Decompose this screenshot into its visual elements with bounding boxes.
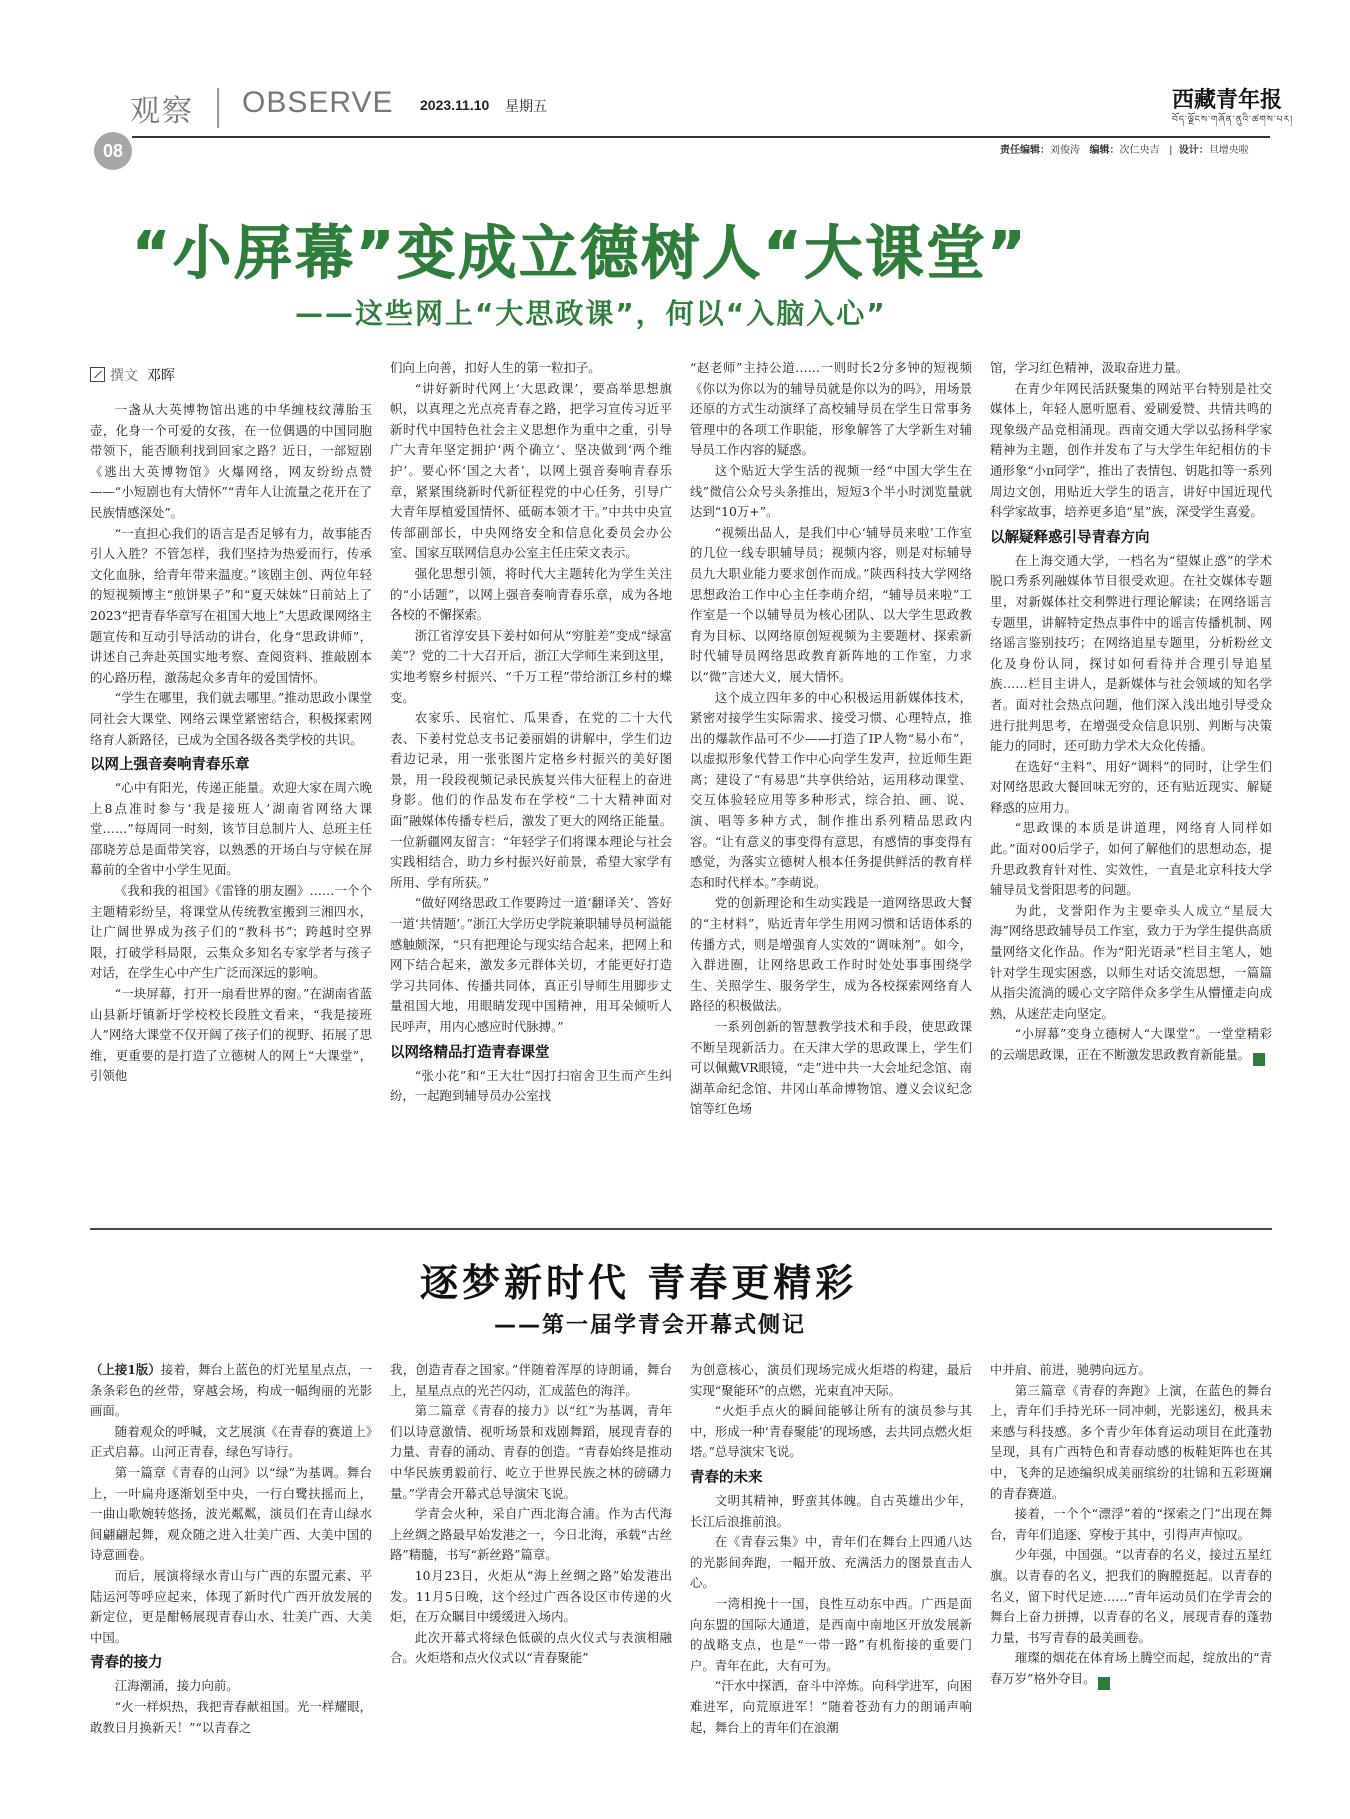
chief-editor-label: 责任编辑： <box>1000 145 1050 156</box>
paragraph: “一块屏幕，打开一扇看世界的窗。”在湖南省蓝山县新圩镇新圩学校校长段胜文看来，“我是接班人”网络大课堂不仅开阔了孩子们的视野、拓展了思维，更重要的是打造了立德树人的网上“大课堂”，引领他 <box>90 986 372 1084</box>
paragraph: 此次开幕式将绿色低碳的点火仪式与表演相融合。火炬塔和点火仪式以“青春聚能” <box>390 1629 672 1666</box>
paragraph: “学生在哪里，我们就去哪里。”推动思政小课堂同社会大课堂、网络云课堂紧密结合，积极探索网络育人新路径，已成为全国各级各类学校的共识。 <box>90 690 372 747</box>
paragraph: 们向上向善，扣好人生的第一粒扣子。 <box>390 360 601 375</box>
editor: 次仁央吉 <box>1119 145 1160 156</box>
section-title-cn: 观察 <box>130 94 194 129</box>
paragraph: 党的创新理论和生动实践是一道网络思政大餐的“主材料”，贴近青年学生用网习惯和话语体系的传播方式，则是增强育人实效的“调味剂”。如今，入群进圈，让网络思政工作时时处处事事围绕学生、关照学生、服务学生，成为各校探索网络育人路径的积极做法。 <box>690 895 972 1014</box>
paragraph: 我，创造青春之国家。”伴随着浑厚的诗朗诵，舞台上，星星点点的光芒闪动，汇成蓝色的海洋。 <box>390 1362 672 1398</box>
paragraph: 接着，一个个“漂浮”着的“探索之门”出现在舞台，青年们追逐、穿梭于其中，引得声声惊叹。 <box>990 1506 1272 1542</box>
paragraph: “赵老师”主持公道……一则时长2分多钟的短视频《你以为你以为的辅导员就是你以为的吗》，用场景还原的方式生动演绎了高校辅导员在学生日常事务管理中的各项工作职能，形象解答了大学新生对辅导员工作内容的疑惑。 <box>690 360 972 458</box>
article2-column-2 <box>390 1360 672 1800</box>
paragraph: 中并肩、前进，驰骋向远方。 <box>990 1362 1152 1377</box>
paragraph: “做好网络思政工作要跨过一道‘翻译关’、答好一道‘共情题’。”浙江大学历史学院兼职辅导员柯溢能感触颇深，“只有把理论与现实结合起来，把网上和网下结合起来，激发多元群体关切，才能更好打造学习共同体、传播共同体，真正引导师生用脚步丈量祖国大地，用眼睛发现中国精神，用耳朵倾听人民呼声，用内心感应时代脉搏。” <box>390 895 672 1034</box>
paragraph: 浙江省淳安县下姜村如何从“穷脏差”变成“绿富美”？党的二十大召开后，浙江大学师生来到这里，实地考察乡村振兴、“千万工程”带给浙江乡村的蝶变。 <box>390 627 672 705</box>
article-divider <box>90 1228 1272 1230</box>
paragraph: 而后，展演将绿水青山与广西的东盟元素、平陆运河等呼应起来，体现了新时代广西开放发展的新定位，更是酣畅展现青春山水、壮美广西、大美中国。 <box>90 1567 372 1645</box>
paragraph: 第一篇章《青春的山河》以“绿”为基调。舞台上，一叶扁舟逐渐划至中央，一行白鹭扶摇而上，一曲山歌婉转悠扬，波光粼粼，演员们在青山绿水间翩翩起舞，观众随之进入壮美广西、大美中国的诗意画卷。 <box>90 1464 372 1563</box>
article1-column-1 <box>90 400 372 1212</box>
article1-column-3 <box>690 358 972 1212</box>
paragraph: “一直担心我们的语言是否足够有力，故事能否引人入胜？不管怎样，我们坚持为热爱而行，传承文化血脉，给青年带来温度。”该剧主创、两位年轻的短视频博主“煎饼果子”和“夏天妹妹”日前站上了2023“把青春华章写在祖国大地上”大思政课网络主题宣传和互动引导活动的讲台，化身“思政讲师”，讲述自己奔赴英国实地考察、查阅资料、推敲剧本的心路历程，激荡起众多青年的爱国情怀。 <box>90 525 372 685</box>
paragraph: “张小花”和“王大壮”因打扫宿舍卫生而产生纠纷，一起跑到辅导员办公室找 <box>390 1067 672 1104</box>
section-subheading: 以解疑释惑引导青春方向 <box>990 529 1150 546</box>
newspaper-logo-tibetan: བོད་ལྗོངས་གཞོན་ནུའི་ཚགས་པར། <box>1172 115 1294 125</box>
continued-from-label: （上接1版） <box>90 1362 161 1377</box>
paragraph <box>990 1648 1272 1690</box>
article1-column-2 <box>390 358 672 1212</box>
paragraph-text: 接着，舞台上蓝色的灯光星星点点，一条条彩色的丝带，穿越会场，构成一幅绚丽的光影画面。 <box>90 1362 373 1419</box>
issue-weekday: 星期五 <box>505 99 547 115</box>
section-subheading: 青春的接力 <box>90 1655 163 1672</box>
end-mark-icon: 青 <box>1253 1053 1265 1066</box>
article2-column-4 <box>990 1360 1272 1800</box>
section-subheading: 青春的未来 <box>690 1469 763 1486</box>
paragraph: 一湾相挽十一国，良性互动东中西。广西是面向东盟的国际大通道，是西南中南地区开放发展新的战略支点，也是“一带一路”有机衔接的重要门户。青年在此，大有可为。 <box>690 1595 972 1673</box>
paragraph: 在《青春云集》中，青年们在舞台上四通八达的光影间奔跑，一幅开放、充满活力的图景直击人心。 <box>690 1534 972 1591</box>
closing-sentence: 璀璨的烟花在体育场上腾空而起，绽放出的“青春万岁”格外夺目。 <box>990 1650 1272 1686</box>
paragraph: “讲好新时代网上‘大思政课’，要高举思想旗帜，以真理之光点亮青春之路，把学习宣传习近平新时代中国特色社会主义思想作为重中之重，引导广大青年坚定拥护‘两个确立’、坚决做到‘两个维护’。要心怀‘国之大者’，以网上强音奏响青春乐章，紧紧围绕新时代新征程党的中心任务，引导广大青年厚植爱国情怀、砥砺本领才干。”中共中央宣传部副部长，中央网络安全和信息化委员会办公室、国家互联网信息办公室主任庄荣文表示。 <box>390 380 672 561</box>
paragraph: 这个成立四年多的中心积极运用新媒体技术，紧密对接学生实际需求、接受习惯、心理特点，推出的爆款作品可不少——打造了IP人物“易小布”，以虚拟形象代替工作中心向学生发声，拉近师生距离；建设了“有易思”共享供给站，运用移动课堂、交互体验轻应用等多种形式，综合拍、画、说、演、唱等多种方式，制作推出系列精品思政内容。“让有意义的事变得有意思，有感情的事变得有感觉，为落实立德树人根本任务提供鲜活的教育样态和时代样本。”李萌说。 <box>690 689 972 890</box>
designer-label: 设计： <box>1178 145 1209 156</box>
paragraph: 随着观众的呼喊，文艺展演《在青春的赛道上》正式启幕。山河正青春，绿色写诗行。 <box>90 1423 372 1460</box>
editor-label: 编辑： <box>1089 145 1120 156</box>
closing-sentence: “小屏幕”变身立德树人“大课堂”。一堂堂精彩的云端思政课，正在不断激发思政教育新能量。 <box>990 1026 1272 1062</box>
article1-headline: “小屏幕”变成立德树人“大课堂” <box>132 219 1029 287</box>
paragraph: 馆，学习红色精神，汲取奋进力量。 <box>990 360 1189 375</box>
paragraph: “思政课的本质是讲道理，网络育人同样如此。”面对00后学子，如何了解他们的思想动态，提升思政教育针对性、实效性，一直是北京科技大学辅导员戈誉阳思考的问题。 <box>990 820 1272 898</box>
paragraph: “火一样炽热，我把青春献祖国。光一样耀眼，敢教日月换新天！”“以青春之 <box>90 1698 372 1735</box>
paragraph: 在青少年网民活跃聚集的网站平台特别是社交媒体上，年轻人愿听愿看、爱刷爱赞、共情共鸣的现象级产品竞相涌现。西南交通大学以弘扬科学家精神为主题，创作并发布了与大学生年纪相仿的卡通形象“小π同学”，推出了表情包、钥匙扣等一系列周边文创，用贴近大学生的语言，讲好中国近现代科学家故事，培养更多追“星”族，深受学生喜爱。 <box>990 380 1272 520</box>
page-number: 08 <box>94 132 132 170</box>
article1-subheadline: ——这些网上“大思政课”，何以“入脑入心” <box>295 297 887 330</box>
paragraph: 江海潮涌，接力向前。 <box>114 1678 239 1694</box>
paragraph: 强化思想引领，将时代大主题转化为学生关注的“小话题”，以网上强音奏响青春乐章，成为各地各校的不懈探索。 <box>390 565 672 623</box>
paragraph: 这个贴近大学生活的视频一经“中国大学生在线”微信公众号头条推出，短短3个半小时浏览量就达到“10万+”。 <box>690 462 972 520</box>
section-subheading: 以网上强音奏响青春乐章 <box>90 757 250 774</box>
paragraph: 第三篇章《青春的奔跑》上演，在蓝色的舞台上，青年们手持光环一同冲刺，光影迷幻，极具未来感与科技感。多个青少年体育运动项目在此蓬勃呈现，具有广西特色和青春动感的板鞋矩阵也在其中，飞奔的足迹编织成美丽缤纷的壮锦和五彩斑斓的青春赛道。 <box>990 1382 1272 1501</box>
chief-editor: 刘俊涛 <box>1050 145 1080 156</box>
paragraph <box>90 1360 372 1422</box>
paragraph: 在上海交通大学，一档名为“望媒止惑”的学术脱口秀系列融媒体节目很受欢迎。在社交媒体专题里，对新媒体社交利弊进行理论解读；在网络谣言专题里，讲解特定热点事件中的谣言传播机制、网络谣言鉴别技巧；在网络追星专题里，分析粉丝文化及身份认同，探讨如何看待并合理引导追星族……栏目主讲人，是新媒体与社会领域的知名学者。面对社会热点问题，他们深入浅出地引导受众进行批判思考，在增强受众信息识别、判断与决策能力的同时，还可助力学术大众化传播。 <box>990 552 1272 754</box>
article1-byline <box>90 365 175 385</box>
editor-credits: 责任编辑：刘俊涛 编辑：次仁央吉 | 设计：旦增央啦 <box>1000 145 1249 156</box>
paragraph: “心中有阳光，传递正能量。欢迎大家在周六晚上8点准时参与‘我是接班人’湖南省网络大课堂……”每周同一时刻，该节目总制片人、总班主任邵晓芳总是面带笑容，以熟悉的开场白与守候在屏幕前的全省中小学生见面。 <box>90 780 372 878</box>
paragraph: 学青会火种，采自广西北海合浦。作为古代海上丝绸之路最早始发港之一，今日北海，承载“古丝路”精髓，书写“新丝路”篇章。 <box>390 1506 672 1563</box>
paragraph: “汗水中探洒，奋斗中淬炼。向科学进军，向困难进军，向荒原进军！”随着苍劲有力的朗诵声响起，舞台上的青年们在浪潮 <box>690 1678 972 1735</box>
issue-date: 2023.11.10 <box>420 97 490 113</box>
paragraph: 农家乐、民宿忙、瓜果香，在党的二十大代表、下姜村党总支书记姜丽娟的讲解中，学生们边看边记录，用一张张图片定格乡村振兴的美好图景，用一段段视频记录民族复兴伟大征程上的奋进身影。他们的作品发布在学校“二十大精神面对面”融媒体传播专栏后，激发了更大的网络正能量。一位新疆网友留言：“年轻学子们将课本理论与社会实践相结合，助力乡村振兴好前景，希望大家学有所用、学有所获。” <box>390 710 672 890</box>
paragraph: 《我和我的祖国》《雷锋的朋友圈》……一个个主题精彩纷呈，将课堂从传统教室搬到三湘四水，让广阔世界成为孩子们的“教科书”；跨越时空界限，打破学科局限，云集众多知名专家学者与孩子对话，在学生心中产生广泛而深远的影响。 <box>90 883 372 981</box>
paragraph: 一系列创新的智慧教学技术和手段，使思政课不断呈现新活力。在天津大学的思政课上，学生们可以佩戴VR眼镜，“走”进中共一大会址纪念馆、南湖革命纪念馆、井冈山革命博物馆、遵义会议纪念馆等红色场 <box>690 1019 972 1117</box>
article2-column-1 <box>90 1360 372 1800</box>
section-title-en: OBSERVE <box>242 86 394 119</box>
article1-column-4 <box>990 358 1288 1212</box>
paragraph: “火炬手点火的瞬间能够让所有的演员参与其中，形成一种‘青春聚能’的现场感，去共同点燃火炬塔。”总导演宋飞说。 <box>690 1403 972 1460</box>
section-divider <box>217 88 219 128</box>
author-name: 邓晖 <box>146 368 175 384</box>
paragraph: 一盏从大英博物馆出逃的中华缠枝纹薄胎玉壶，化身一个可爱的女孩，在一位偶遇的中国同胞带领下，能否顺利找到回家之路？近日，一部短剧《逃出大英博物馆》火爆网络，网友纷纷点赞——“小短剧也有大情怀”“青年人让流量之花开在了民族情感深处”。 <box>90 402 372 520</box>
newspaper-logo: 西藏青年报 <box>1172 87 1283 113</box>
header-rule <box>132 136 1270 138</box>
byline-label: 撰文 <box>110 368 138 384</box>
designer: 旦增央啦 <box>1208 145 1249 156</box>
edit-icon <box>90 367 105 382</box>
paragraph: 文明其精神，野蛮其体魄。自古英雄出少年，长江后浪推前浪。 <box>690 1492 972 1529</box>
end-mark-icon: 青 <box>1098 1677 1110 1690</box>
paragraph <box>990 1024 1288 1066</box>
paragraph: “视频出品人，是我们中心‘辅导员来啦’工作室的几位一线专职辅导员；视频内容，则是对标辅导员九大职业能力要求创作而成。”陕西科技大学网络思想政治工作中心主任李萌介绍，“辅导员来啦”工作室是一个以辅导员为核心团队、以大学生思政教育为目标、以网络原创短视频为主要题材、探索新时代辅导员网络思政教育新阵地的工作室，力求以“微”言述大义，展大情怀。 <box>690 524 972 684</box>
paragraph: 为创意核心，演员们现场完成火炬塔的构建，最后实现“聚能环”的点燃，光束直冲天际。 <box>690 1362 972 1398</box>
paragraph: 为此，戈誉阳作为主要牵头人成立“星辰大海”网络思政辅导员工作室，致力于为学生提供高质量网络文化作品。作为“阳光语录”栏目主笔人，她针对学生现实困惑，以师生对话交流思想，一篇篇从指尖流淌的暖心文字陪伴众多学生从懵懂走向成熟，从迷茫走向坚定。 <box>990 902 1272 1021</box>
article2-headline: 逐梦新时代 青春更精彩 <box>420 1261 858 1305</box>
article2-subheadline: ——第一届学青会开幕式侧记 <box>494 1313 807 1338</box>
paragraph: 少年强，中国强。“以青春的名义，接过五星红旗。以青春的名义，把我们的胸膛挺起。以青春的名义，留下时代足迹……”青年运动员们在学青会的舞台上奋力拼搏，以青春的名义，展现青春的蓬勃力量，书写青春的最美画卷。 <box>990 1547 1272 1645</box>
paragraph: 10月23日，火炬从“海上丝绸之路”始发港出发。11月5日晚，这个经过广西各设区市传递的火炬，在万众瞩目中缓缓进入场内。 <box>390 1567 672 1625</box>
section-subheading: 以网络精品打造青春课堂 <box>390 1044 550 1061</box>
article2-column-3 <box>690 1360 972 1800</box>
paragraph: 在选好“主料”、用好“调料”的同时，让学生们对网络思政大餐回味无穷的，还有贴近现实、解疑释惑的应用力。 <box>990 758 1272 815</box>
paragraph: 第二篇章《青春的接力》以“红”为基调，青年们以诗意激情、视听场景和戏剧舞蹈，展现青春的力量、青春的涌动、青春的创造。“青春始终是推动中华民族勇毅前行、屹立于世界民族之林的磅礴力量。”学青会开幕式总导演宋飞说。 <box>390 1403 672 1501</box>
